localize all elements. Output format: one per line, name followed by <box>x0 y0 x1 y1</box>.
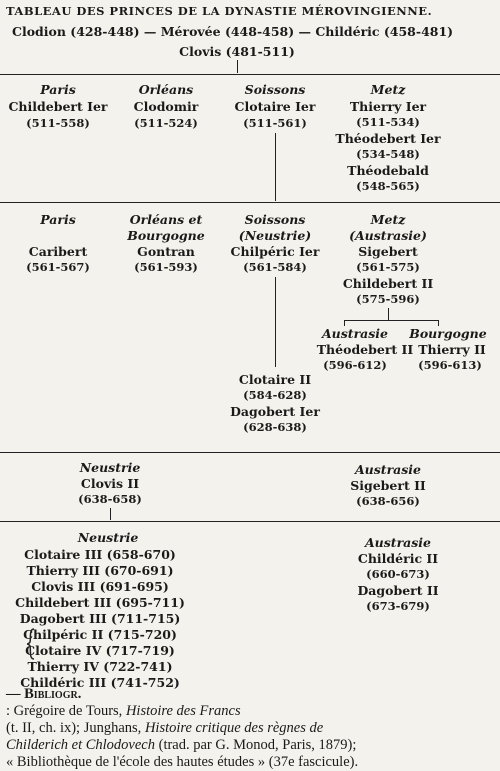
dates-childebert-2: (575-596) <box>356 292 420 306</box>
section-divider-1 <box>0 74 500 75</box>
king-childebert-1: Childebert Ier <box>8 99 108 114</box>
bibliography <box>6 686 496 771</box>
king-dagobert-2: Dagobert II <box>357 583 439 598</box>
realm-orleans-2b: Bourgogne <box>127 228 205 243</box>
list-item: Childebert III (695-711) <box>15 595 185 610</box>
biblio-line-1 <box>6 686 496 720</box>
king-theodebert-1: Théodebert Ier <box>335 131 441 146</box>
section-divider-4 <box>0 521 500 522</box>
dates-theodebald: (548-565) <box>356 179 420 193</box>
dates-sigebert-2: (638-656) <box>356 494 420 508</box>
biblio-text-1a: : Grégoire de Tours, <box>6 703 126 719</box>
dates-thierry-1: (511-534) <box>356 115 420 129</box>
dates-theodebert-2: (596-612) <box>323 358 387 372</box>
realm-metz-2b: (Austrasie) <box>349 228 427 243</box>
dates-theodebert-1: (534-548) <box>356 147 420 161</box>
metz-branch-stem <box>388 308 389 320</box>
section-divider-3 <box>0 452 500 453</box>
soissons-connector-2 <box>275 277 276 367</box>
list-item: Childéric III (741-752) <box>20 675 180 690</box>
dates-sigebert-1: (561-575) <box>356 260 420 274</box>
list-item: Dagobert III (711-715) <box>19 611 181 626</box>
king-thierry-2: Thierry II <box>418 342 486 357</box>
dates-dagobert-2: (673-679) <box>366 599 430 613</box>
metz-branch-bar <box>344 320 438 321</box>
realm-orleans-1: Orléans <box>138 82 194 97</box>
realm-austrasie-4: Austrasie <box>364 535 432 550</box>
realm-metz-1: Metz <box>370 82 406 97</box>
biblio-title-1: Histoire des Francs <box>125 703 241 719</box>
king-thierry-1: Thierry Ier <box>349 99 427 114</box>
king-childeric-2: Childéric II <box>357 551 439 566</box>
dates-caribert: (561-567) <box>26 260 90 274</box>
king-sigebert-1: Sigebert <box>358 244 418 259</box>
biblio-line-2 <box>6 720 496 737</box>
realm-neustrie-4: Neustrie <box>77 530 139 545</box>
king-theodebald: Théodebald <box>347 163 429 178</box>
realm-austrasie-3: Austrasie <box>354 462 422 477</box>
brace-icon <box>26 628 36 660</box>
dates-chilperic-1: (561-584) <box>243 260 307 274</box>
list-item: Thierry III (670-691) <box>26 563 174 578</box>
clovis-connector <box>237 60 238 73</box>
realm-metz-2a: Metz <box>370 212 406 227</box>
list-item: Clovis III (691-695) <box>31 579 169 594</box>
king-theodebert-2: Théodebert II <box>316 342 414 357</box>
clovis-entry: Clovis (481-511) <box>179 44 295 59</box>
realm-paris-2: Paris <box>40 212 76 227</box>
list-item: Clotaire III (658-670) <box>24 547 176 562</box>
realm-orleans-2a: Orléans et <box>129 212 203 227</box>
king-dagobert-1: Dagobert Ier <box>230 404 320 419</box>
realm-austrasie-2: Austrasie <box>321 326 389 341</box>
biblio-text-2a: (t. II, ch. ix); Junghans, <box>6 720 145 736</box>
neustrie-connector-3 <box>110 508 111 520</box>
section-divider-2 <box>0 202 500 203</box>
dates-clotaire-1: (511-561) <box>243 116 307 130</box>
king-gontran: Gontran <box>137 244 195 259</box>
king-sigebert-2: Sigebert II <box>350 478 426 493</box>
biblio-lead: — Bibliogr. <box>6 686 82 702</box>
king-clodomir: Clodomir <box>133 99 199 114</box>
dates-thierry-2: (596-613) <box>418 358 482 372</box>
realm-soissons-2b: (Neustrie) <box>238 228 312 243</box>
list-item: Thierry IV (722-741) <box>27 659 173 674</box>
dates-gontran: (561-593) <box>134 260 198 274</box>
table-title: TABLEAU DES PRINCES DE LA DYNASTIE MÉROVINGIENNE. <box>6 4 433 18</box>
realm-bourgogne-2: Bourgogne <box>409 326 487 341</box>
king-childebert-2: Childebert II <box>342 276 434 291</box>
king-clotaire-1: Clotaire Ier <box>234 99 316 114</box>
biblio-text-3b: (trad. par G. Monod, Paris, 1879); <box>155 737 357 753</box>
king-caribert: Caribert <box>28 244 88 259</box>
biblio-title-3: Childerich et Chlodovech <box>6 737 155 753</box>
king-clovis-2: Clovis II <box>80 476 140 491</box>
list-item: Chilpéric II (715-720) <box>23 627 177 642</box>
realm-neustrie-3: Neustrie <box>79 460 141 475</box>
soissons-connector-1 <box>275 133 276 201</box>
dates-clotaire-2: (584-628) <box>243 388 307 402</box>
biblio-title-2: Histoire critique des règnes de <box>144 720 324 736</box>
list-item: Clotaire IV (717-719) <box>25 643 175 658</box>
dates-childebert-1: (511-558) <box>26 116 90 130</box>
king-clotaire-2: Clotaire II <box>238 372 312 387</box>
king-chilperic-1: Chilpéric Ier <box>230 244 320 259</box>
realm-soissons-2a: Soissons <box>244 212 306 227</box>
ancestors-line: Clodion (428-448) — Mérovée (448-458) — Childéric (458-481) <box>12 24 454 39</box>
dates-clodomir: (511-524) <box>134 116 198 130</box>
realm-paris-1: Paris <box>40 82 76 97</box>
biblio-line-4: « Bibliothèque de l'école des hautes études » (37e fascicule). <box>6 754 359 770</box>
biblio-line-3 <box>6 737 496 754</box>
realm-soissons-1: Soissons <box>244 82 306 97</box>
dates-dagobert-1: (628-638) <box>243 420 307 434</box>
dates-clovis-2: (638-658) <box>78 492 142 506</box>
dates-childeric-2: (660-673) <box>366 567 430 581</box>
